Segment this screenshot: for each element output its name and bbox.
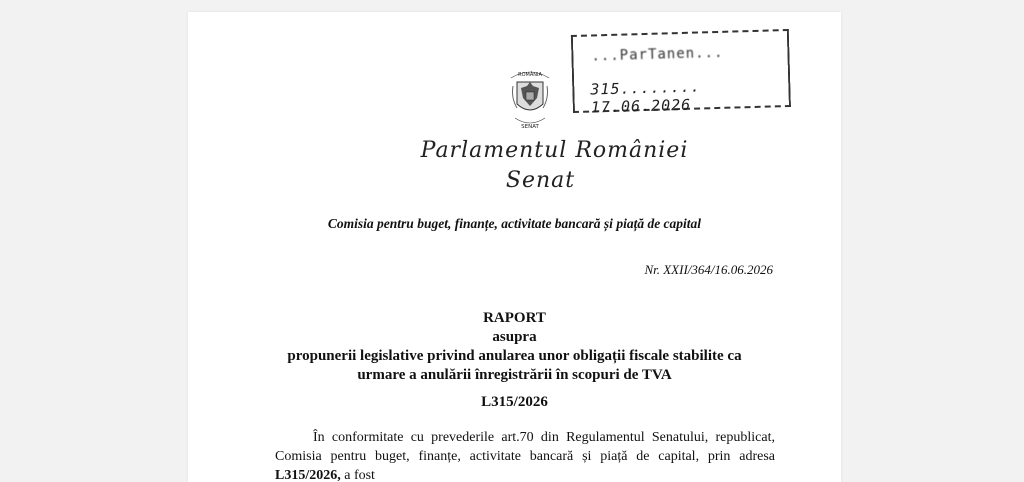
body-text-part-2: a fost bbox=[340, 468, 375, 482]
coat-of-arms-icon bbox=[507, 68, 553, 134]
body-text-part-1: În conformitate cu prevederile art.70 din Regulamentul Senatului, republicat, Comisia pentru buget, finanțe, activitate bancară și piață de capital, prin adresa bbox=[275, 430, 775, 464]
stamp-line-1: ...ParTanen... bbox=[591, 44, 724, 65]
reference-number: Nr. XXII/364/16.06.2026 bbox=[644, 262, 773, 277]
commission-name: Comisia pentru buget, finanțe, activitate bancară și piață de capital bbox=[327, 216, 702, 231]
chamber-name: Senat bbox=[505, 168, 576, 193]
body-text-bold: L315/2026, bbox=[275, 468, 341, 482]
report-heading: RAPORT bbox=[483, 310, 546, 326]
report-number: L315/2026 bbox=[481, 394, 548, 410]
report-title-block bbox=[188, 309, 841, 412]
report-subject-line-1: propunerii legislative privind anularea unor obligații fiscale stabilite ca bbox=[287, 348, 742, 364]
report-subheading: asupra bbox=[492, 329, 537, 345]
registration-stamp bbox=[571, 29, 791, 121]
crest-bottom-label: SENAT bbox=[521, 124, 539, 130]
body-paragraph bbox=[275, 428, 775, 482]
document-page bbox=[188, 12, 841, 482]
crest-top-label: ROMÂNIA bbox=[518, 72, 542, 78]
report-subject-line-2: urmare a anulării înregistrării în scopuri de TVA bbox=[357, 367, 672, 383]
stamp-line-2: 315........ 17.06.2026 bbox=[590, 77, 701, 117]
institution-name: Parlamentul României bbox=[420, 138, 689, 163]
